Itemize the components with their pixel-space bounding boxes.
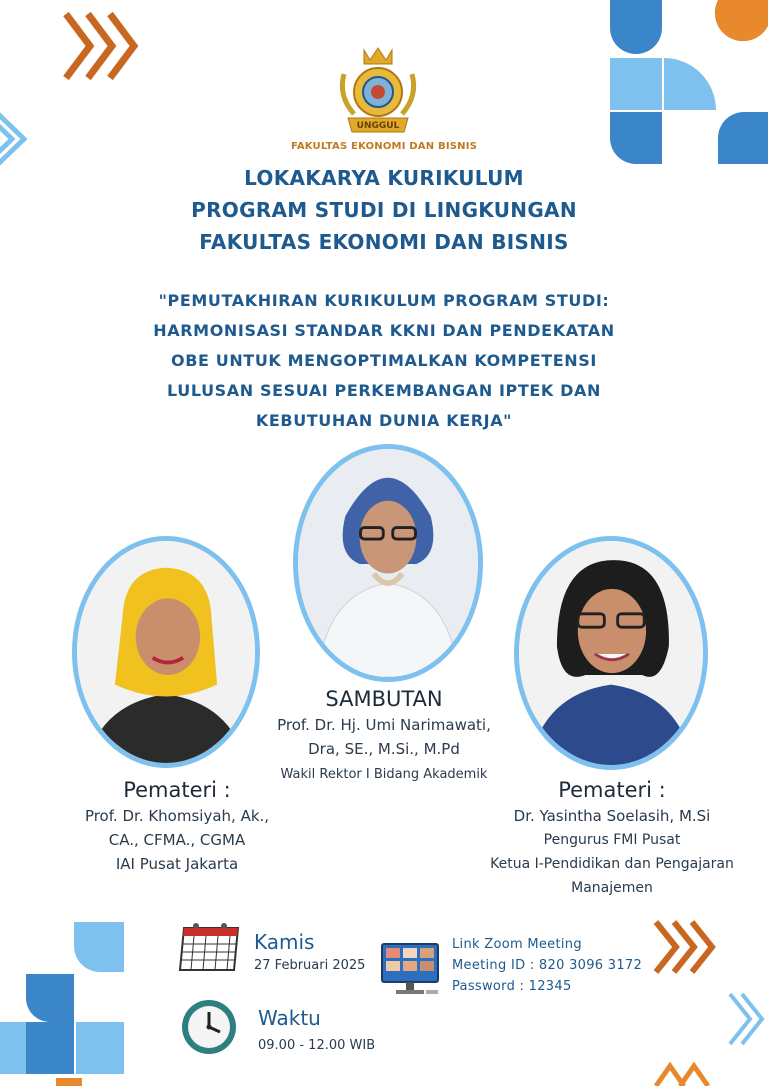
time-value: 09.00 - 12.00 WIB [258, 1038, 376, 1053]
speaker-left-name: Prof. Dr. Khomsiyah, Ak., [84, 807, 270, 825]
speaker-left-block [56, 778, 298, 876]
theme-line: "PEMUTAKHIRAN KURIKULUM PROGRAM STUDI: [158, 291, 610, 310]
speaker-right-photo [514, 536, 708, 770]
theme-line: OBE UNTUK MENGOPTIMALKAN KOMPETENSI [171, 351, 597, 370]
sambutan-name: Dra, SE., M.Si., M.Pd [308, 740, 460, 758]
sambutan-photo [293, 444, 483, 682]
clock-icon [180, 998, 238, 1056]
geometric-decoration-icon [600, 0, 768, 170]
chevron-decoration-icon [652, 918, 720, 976]
logo-ribbon-text: UNGGUL [356, 121, 400, 131]
theme-line: KEBUTUHAN DUNIA KERJA" [255, 411, 513, 430]
sambutan-block [234, 687, 534, 787]
event-date: 27 Februari 2025 [254, 958, 366, 973]
video-conference-icon [380, 942, 442, 998]
sambutan-name: Prof. Dr. Hj. Umi Narimawati, [277, 716, 491, 734]
speaker-right-block [462, 778, 762, 900]
speaker-left-affiliation: IAI Pusat Jakarta [115, 855, 239, 873]
speaker-right-name: Dr. Yasintha Soelasih, M.Si [513, 807, 711, 825]
speaker-left-heading: Pemateri : [123, 778, 231, 802]
chevron-decoration-icon [728, 990, 768, 1048]
speaker-left-name: CA., CFMA., CGMA [108, 831, 246, 849]
speaker-right-role: Pengurus FMI Pusat [543, 832, 681, 848]
speaker-right-role: Ketua I-Pendidikan dan Pengajaran [490, 856, 734, 872]
title-line: LOKAKARYA KURIKULUM [244, 166, 524, 190]
faculty-label: FAKULTAS EKONOMI DAN BISNIS [290, 141, 478, 152]
zoom-password: Password : 12345 [452, 979, 572, 994]
title-line: FAKULTAS EKONOMI DAN BISNIS [199, 230, 569, 254]
sambutan-heading: SAMBUTAN [325, 687, 443, 711]
chevron-decoration-icon [0, 104, 34, 174]
chevron-decoration-icon [62, 10, 146, 82]
zoom-info [452, 934, 672, 997]
theme-line: LULUSAN SESUAI PERKEMBANGAN IPTEK DAN [167, 381, 601, 400]
event-title [84, 162, 684, 258]
geometric-decoration-icon [0, 918, 130, 1086]
title-line: PROGRAM STUDI DI LINGKUNGAN [191, 198, 577, 222]
stripe-decoration-icon [650, 1060, 726, 1086]
event-theme [84, 286, 684, 436]
event-day: Kamis [254, 930, 315, 954]
speaker-left-photo [72, 536, 260, 768]
time-label: Waktu [258, 1006, 321, 1030]
zoom-title: Link Zoom Meeting [452, 937, 582, 952]
calendar-icon [176, 920, 244, 974]
speaker-right-heading: Pemateri : [558, 778, 666, 802]
zoom-meeting-id: Meeting ID : 820 3096 3172 [452, 958, 643, 973]
sambutan-role: Wakil Rektor I Bidang Akademik [280, 767, 488, 782]
theme-line: HARMONISASI STANDAR KKNI DAN PENDEKATAN [153, 321, 615, 340]
speaker-right-role: Manajemen [571, 880, 653, 896]
